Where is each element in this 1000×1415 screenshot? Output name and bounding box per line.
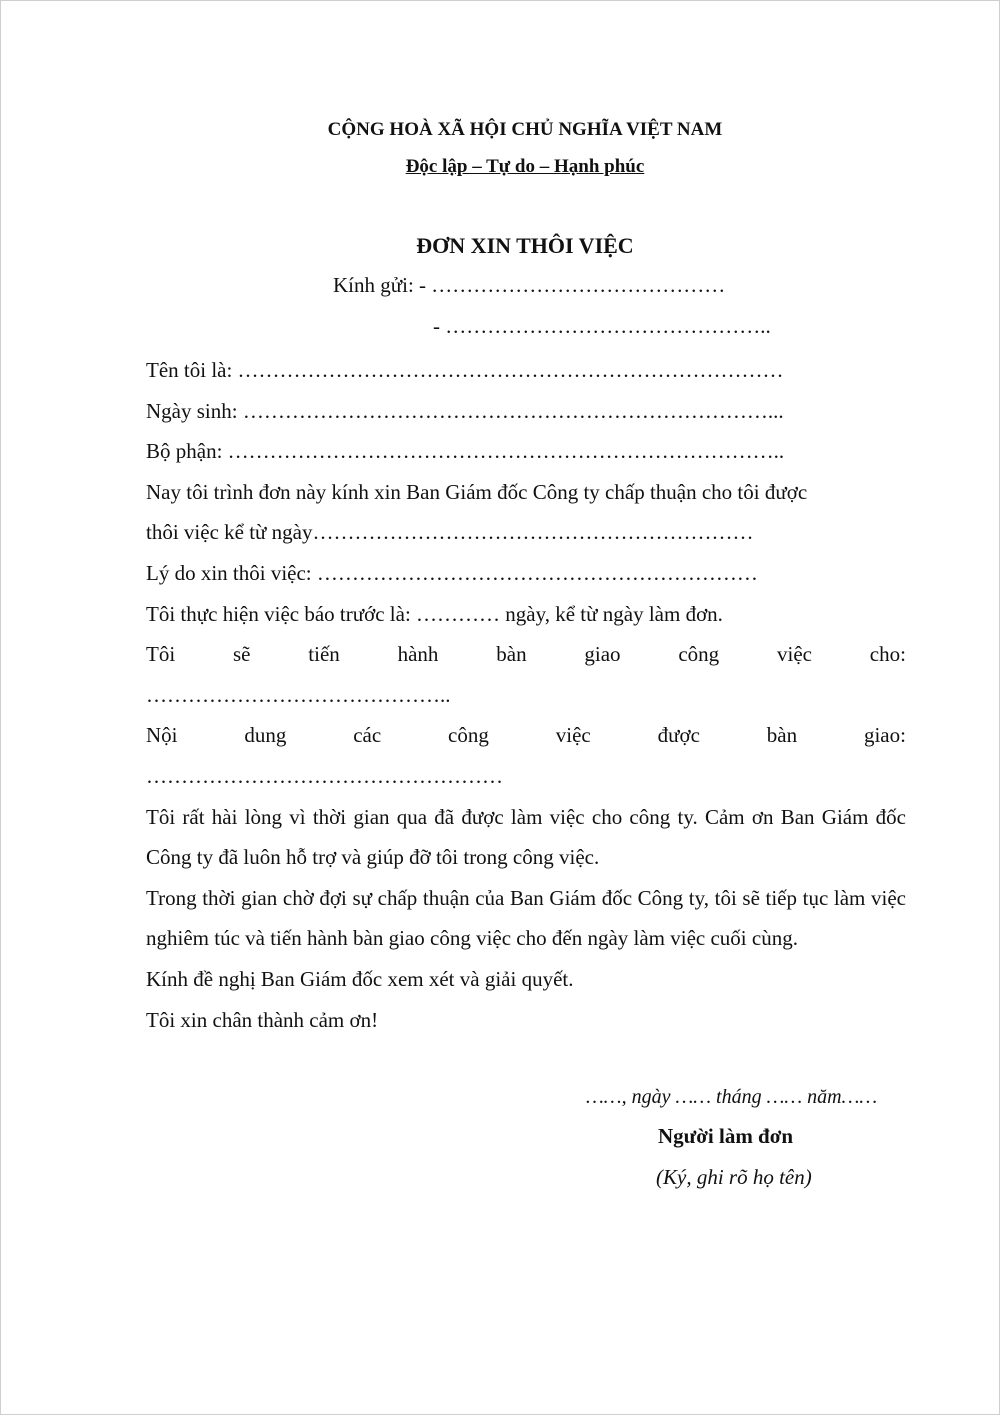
national-motto: Độc lập – Tự do – Hạnh phúc <box>405 156 645 177</box>
handover-to-word: việc <box>777 642 812 667</box>
handover-to-line <box>146 634 906 675</box>
form-body <box>146 350 906 1040</box>
thanks-paragraph: Tôi rất hài lòng vì thời gian qua đã được làm việc cho công ty. Cảm ơn Ban Giám đốc Công ty đã luôn hỗ trợ và giúp đỡ tôi trong công việc. <box>146 804 906 870</box>
handover-to-word: cho: <box>869 642 906 667</box>
signature-date: ……, ngày …… tháng …… năm…… <box>586 1086 878 1108</box>
dob-field: Ngày sinh: …………………………………………………………………... <box>146 398 784 423</box>
reason-field: Lý do xin thôi việc: ……………………………………………………… <box>146 560 758 585</box>
handover-content-word: các <box>353 723 382 748</box>
signature-title: Người làm đơn <box>658 1124 794 1148</box>
handover-content-word: Nội <box>146 723 178 748</box>
handover-content-word: công <box>448 723 489 748</box>
handover-to-word: hành <box>397 642 439 667</box>
commitment-paragraph: Trong thời gian chờ đợi sự chấp thuận của Ban Giám đốc Công ty, tôi sẽ tiếp tục làm việc nghiêm túc và tiến hành bàn giao công việc cho đến ngày làm việc cuối cùng. <box>146 885 906 951</box>
recipient-line-1: Kính gửi: - …………………………………… <box>333 273 726 297</box>
handover-to-word: sẽ <box>232 642 251 667</box>
handover-to-word: công <box>678 642 720 667</box>
recipient-line-2: - ……………………………………….. <box>433 314 771 338</box>
name-field: Tên tôi là: …………………………………………………………………… <box>146 358 784 382</box>
handover-content-dots: …………………………………………… <box>146 763 503 788</box>
handover-content-word: được <box>657 723 700 748</box>
handover-content-word: dung <box>244 723 287 748</box>
handover-content-word: việc <box>555 723 591 748</box>
request-sentence: Kính đề nghị Ban Giám đốc xem xét và giải quyết. <box>146 966 574 991</box>
handover-content-word: giao: <box>863 723 906 748</box>
request-line-2: thôi việc kể từ ngày……………………………………………………… <box>146 520 754 545</box>
department-field: Bộ phận: …………………………………………………………………….. <box>146 439 785 464</box>
handover-to-word: Tôi <box>146 642 176 667</box>
document-title: ĐƠN XIN THÔI VIỆC <box>416 233 634 258</box>
request-line-1: Nay tôi trình đơn này kính xin Ban Giám đốc Công ty chấp thuận cho tôi được <box>146 479 808 504</box>
handover-to-word: giao <box>584 642 621 667</box>
handover-content-line <box>146 715 906 756</box>
handover-to-word: tiến <box>308 642 340 667</box>
handover-content-word: bàn <box>766 723 798 748</box>
handover-to-dots: …………………………………….. <box>146 682 451 707</box>
signature-note: (Ký, ghi rõ họ tên) <box>656 1165 812 1189</box>
handover-to-word: bàn <box>496 642 527 667</box>
closing-sentence: Tôi xin chân thành cảm ơn! <box>146 1007 379 1032</box>
notice-field: Tôi thực hiện việc báo trước là: ………… ngày, kể từ ngày làm đơn. <box>146 601 723 626</box>
national-title: CỘNG HOÀ XÃ HỘI CHỦ NGHĨA VIỆT NAM <box>327 119 723 140</box>
